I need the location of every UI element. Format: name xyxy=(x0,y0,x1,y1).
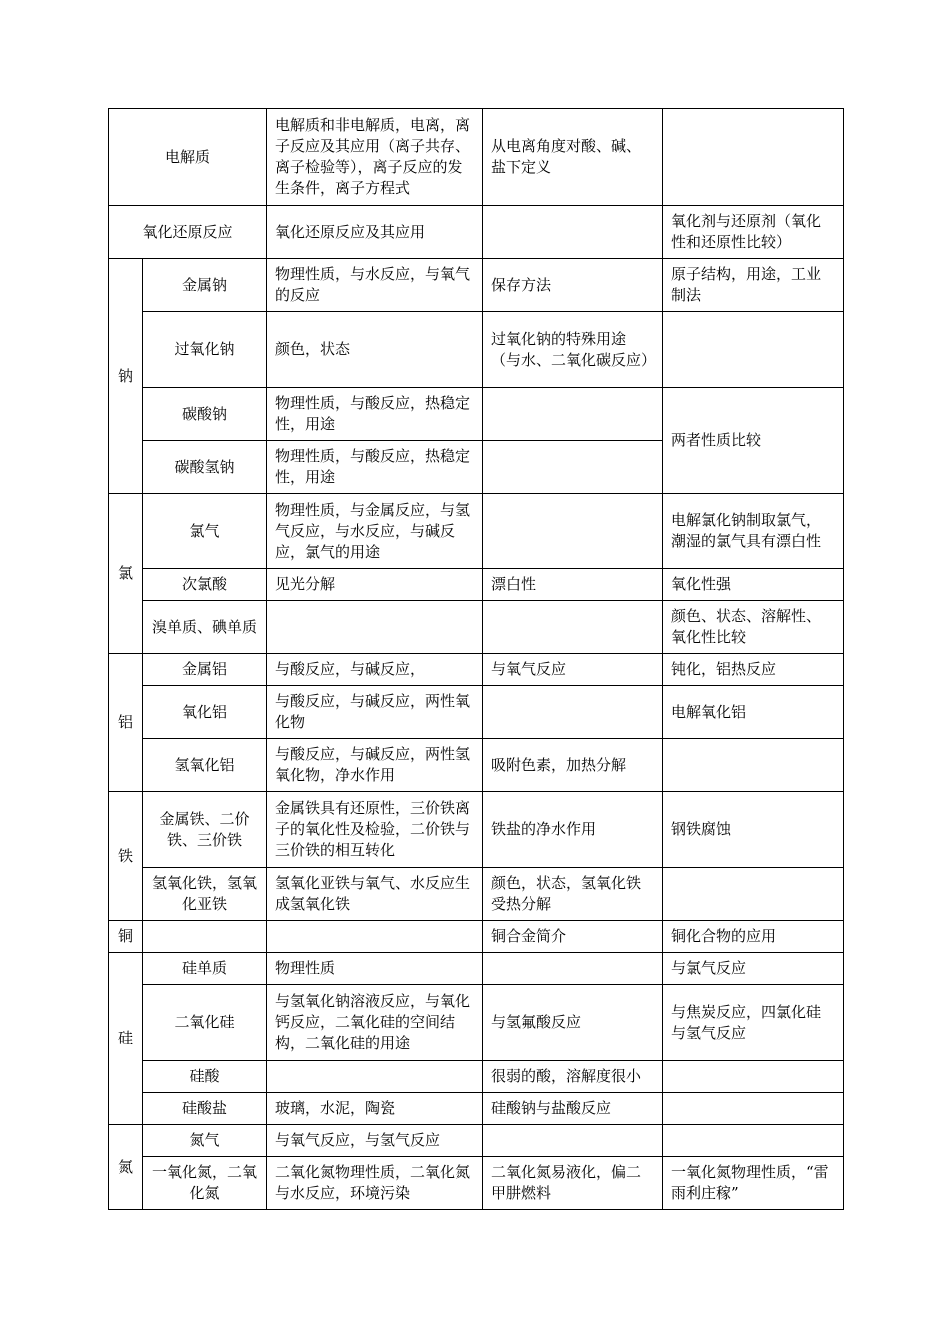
table-row xyxy=(109,1157,844,1210)
row-label: 二氧化硅 xyxy=(143,985,267,1061)
row-label: 过氧化钠 xyxy=(143,312,267,388)
cell-content xyxy=(267,601,483,654)
cell-content: 氢氧化亚铁与氧气、水反应生成氢氧化铁 xyxy=(267,868,483,921)
cell-content: 二氧化氮物理性质，二氧化氮与水反应，环境污染 xyxy=(267,1157,483,1210)
cell-content xyxy=(663,868,844,921)
cell-content: 与酸反应，与碱反应， xyxy=(267,654,483,686)
cell-content: 与氢氧化钠溶液反应，与氧化钙反应，二氧化硅的空间结构，二氧化硅的用途 xyxy=(267,985,483,1061)
cell-content: 一氧化氮物理性质，“雷雨利庄稼” xyxy=(663,1157,844,1210)
cell-content: 与酸反应，与碱反应，两性氢氧化物，净水作用 xyxy=(267,739,483,792)
cell-content xyxy=(483,686,663,739)
category-nitrogen: 氮 xyxy=(109,1125,143,1210)
cell-content: 与氧气反应，与氢气反应 xyxy=(267,1125,483,1157)
table-row xyxy=(109,109,844,206)
cell-content: 硅酸钠与盐酸反应 xyxy=(483,1093,663,1125)
row-label xyxy=(143,921,267,953)
cell-content xyxy=(663,739,844,792)
table-row xyxy=(109,1061,844,1093)
cell-content xyxy=(663,1125,844,1157)
cell-content: 很弱的酸，溶解度很小 xyxy=(483,1061,663,1093)
cell-content xyxy=(483,1125,663,1157)
cell-content: 见光分解 xyxy=(267,569,483,601)
cell-content: 钝化，铝热反应 xyxy=(663,654,844,686)
cell-content: 颜色、状态、溶解性、氧化性比较 xyxy=(663,601,844,654)
cell-content: 物理性质，与酸反应，热稳定性，用途 xyxy=(267,441,483,494)
cell-content: 物理性质，与酸反应，热稳定性，用途 xyxy=(267,388,483,441)
cell-content xyxy=(483,601,663,654)
cell-content: 氧化还原反应及其应用 xyxy=(267,206,483,259)
cell-content: 与氯气反应 xyxy=(663,953,844,985)
cell-content xyxy=(267,1061,483,1093)
cell-content: 铜合金简介 xyxy=(483,921,663,953)
table-row xyxy=(109,953,844,985)
table-row xyxy=(109,686,844,739)
table-row xyxy=(109,312,844,388)
cell-content: 铁盐的净水作用 xyxy=(483,792,663,868)
cell-content: 电解氧化铝 xyxy=(663,686,844,739)
cell-content: 从电离角度对酸、碱、盐下定义 xyxy=(483,109,663,206)
cell-content: 颜色，状态，氢氧化铁受热分解 xyxy=(483,868,663,921)
table-row xyxy=(109,494,844,569)
cell-content: 电解质和非电解质，电离，离子反应及其应用（离子共存、离子检验等），离子反应的发生条件，离子方程式 xyxy=(267,109,483,206)
row-label: 次氯酸 xyxy=(143,569,267,601)
table-row xyxy=(109,1093,844,1125)
table-row xyxy=(109,1125,844,1157)
category-silicon: 硅 xyxy=(109,953,143,1125)
row-label: 硅单质 xyxy=(143,953,267,985)
cell-content: 物理性质，与金属反应，与氢气反应，与水反应，与碱反应，氯气的用途 xyxy=(267,494,483,569)
row-label: 氧化铝 xyxy=(143,686,267,739)
cell-content xyxy=(663,1093,844,1125)
row-label: 硅酸盐 xyxy=(143,1093,267,1125)
table-row xyxy=(109,259,844,312)
cell-content: 电解氯化钠制取氯气，潮湿的氯气具有漂白性 xyxy=(663,494,844,569)
table-row xyxy=(109,868,844,921)
cell-content: 颜色，状态 xyxy=(267,312,483,388)
row-label: 金属铝 xyxy=(143,654,267,686)
knowledge-table xyxy=(108,108,844,1210)
row-label: 氮气 xyxy=(143,1125,267,1157)
cell-content: 过氧化钠的特殊用途（与水、二氧化碳反应） xyxy=(483,312,663,388)
cell-content: 钢铁腐蚀 xyxy=(663,792,844,868)
table-row xyxy=(109,792,844,868)
cell-content: 二氧化氮易液化，偏二甲肼燃料 xyxy=(483,1157,663,1210)
row-label: 电解质 xyxy=(109,109,267,206)
row-label: 氢氧化铝 xyxy=(143,739,267,792)
cell-content: 氧化剂与还原剂（氧化性和还原性比较） xyxy=(663,206,844,259)
table-row xyxy=(109,206,844,259)
row-label: 碳酸氢钠 xyxy=(143,441,267,494)
cell-content xyxy=(483,441,663,494)
cell-content xyxy=(663,109,844,206)
category-copper: 铜 xyxy=(109,921,143,953)
row-label: 氢氧化铁，氢氧化亚铁 xyxy=(143,868,267,921)
cell-content xyxy=(483,388,663,441)
cell-content: 两者性质比较 xyxy=(663,388,844,494)
cell-content xyxy=(663,1061,844,1093)
cell-content: 与酸反应，与碱反应，两性氧化物 xyxy=(267,686,483,739)
row-label: 金属钠 xyxy=(143,259,267,312)
row-label: 氧化还原反应 xyxy=(109,206,267,259)
cell-content: 保存方法 xyxy=(483,259,663,312)
table-row xyxy=(109,388,844,441)
cell-content xyxy=(483,953,663,985)
category-chlorine: 氯 xyxy=(109,494,143,654)
cell-content: 金属铁具有还原性，三价铁离子的氧化性及检验，二价铁与三价铁的相互转化 xyxy=(267,792,483,868)
cell-content: 玻璃，水泥，陶瓷 xyxy=(267,1093,483,1125)
row-label: 一氧化氮，二氧化氮 xyxy=(143,1157,267,1210)
cell-content: 物理性质 xyxy=(267,953,483,985)
category-sodium: 钠 xyxy=(109,259,143,494)
table-row xyxy=(109,921,844,953)
cell-content: 吸附色素，加热分解 xyxy=(483,739,663,792)
category-aluminum: 铝 xyxy=(109,654,143,792)
cell-content xyxy=(663,312,844,388)
row-label: 溴单质、碘单质 xyxy=(143,601,267,654)
cell-content xyxy=(267,921,483,953)
cell-content: 铜化合物的应用 xyxy=(663,921,844,953)
table-row xyxy=(109,739,844,792)
cell-content xyxy=(483,206,663,259)
cell-content: 与氧气反应 xyxy=(483,654,663,686)
row-label: 氯气 xyxy=(143,494,267,569)
category-iron: 铁 xyxy=(109,792,143,921)
table-row xyxy=(109,985,844,1061)
cell-content: 与焦炭反应，四氯化硅与氢气反应 xyxy=(663,985,844,1061)
cell-content: 氧化性强 xyxy=(663,569,844,601)
cell-content: 物理性质，与水反应，与氧气的反应 xyxy=(267,259,483,312)
cell-content: 原子结构，用途，工业制法 xyxy=(663,259,844,312)
table-row xyxy=(109,569,844,601)
row-label: 硅酸 xyxy=(143,1061,267,1093)
row-label: 碳酸钠 xyxy=(143,388,267,441)
cell-content xyxy=(483,494,663,569)
table-row xyxy=(109,654,844,686)
row-label: 金属铁、二价铁、三价铁 xyxy=(143,792,267,868)
table-row xyxy=(109,601,844,654)
cell-content: 与氢氟酸反应 xyxy=(483,985,663,1061)
cell-content: 漂白性 xyxy=(483,569,663,601)
